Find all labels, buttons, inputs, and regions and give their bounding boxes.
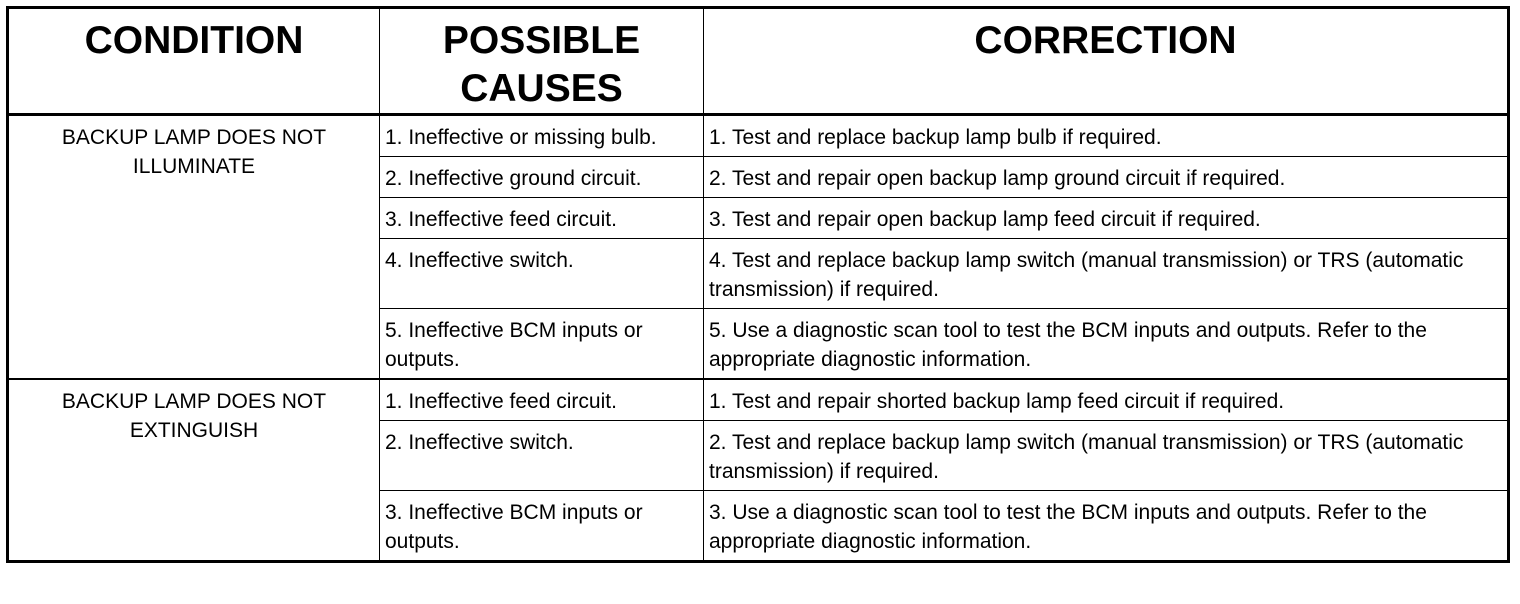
correction-cell: 4. Test and replace backup lamp switch (manual transmission) or TRS (automatic transmission) if required. xyxy=(704,239,1509,309)
cause-cell: 2. Ineffective switch. xyxy=(380,421,704,491)
condition-cell: BACKUP LAMP DOES NOT ILLUMINATE xyxy=(8,115,380,380)
correction-cell: 1. Test and replace backup lamp bulb if required. xyxy=(704,115,1509,157)
table-row xyxy=(8,115,1509,157)
header-causes-line1: POSSIBLE xyxy=(442,19,641,62)
correction-cell: 2. Test and repair open backup lamp ground circuit if required. xyxy=(704,157,1509,198)
header-causes-line2: CAUSES xyxy=(460,67,623,110)
correction-cell: 1. Test and repair shorted backup lamp feed circuit if required. xyxy=(704,379,1509,421)
correction-cell: 2. Test and replace backup lamp switch (manual transmission) or TRS (automatic transmission) if required. xyxy=(704,421,1509,491)
cause-cell: 1. Ineffective feed circuit. xyxy=(380,379,704,421)
cause-cell: 2. Ineffective ground circuit. xyxy=(380,157,704,198)
correction-cell: 3. Test and repair open backup lamp feed circuit if required. xyxy=(704,198,1509,239)
header-possible-causes xyxy=(380,8,704,115)
cause-cell: 5. Ineffective BCM inputs or outputs. xyxy=(380,309,704,380)
cause-cell: 1. Ineffective or missing bulb. xyxy=(380,115,704,157)
correction-cell: 3. Use a diagnostic scan tool to test the BCM inputs and outputs. Refer to the appropriate diagnostic information. xyxy=(704,491,1509,562)
header-correction: CORRECTION xyxy=(704,8,1509,115)
diagnosis-table xyxy=(6,6,1510,563)
correction-cell: 5. Use a diagnostic scan tool to test the BCM inputs and outputs. Refer to the appropriate diagnostic information. xyxy=(704,309,1509,380)
cause-cell: 4. Ineffective switch. xyxy=(380,239,704,309)
table-row xyxy=(8,379,1509,421)
condition-cell: BACKUP LAMP DOES NOT EXTINGUISH xyxy=(8,379,380,562)
header-row xyxy=(8,8,1509,115)
cause-cell: 3. Ineffective feed circuit. xyxy=(380,198,704,239)
cause-cell: 3. Ineffective BCM inputs or outputs. xyxy=(380,491,704,562)
header-condition: CONDITION xyxy=(8,8,380,115)
